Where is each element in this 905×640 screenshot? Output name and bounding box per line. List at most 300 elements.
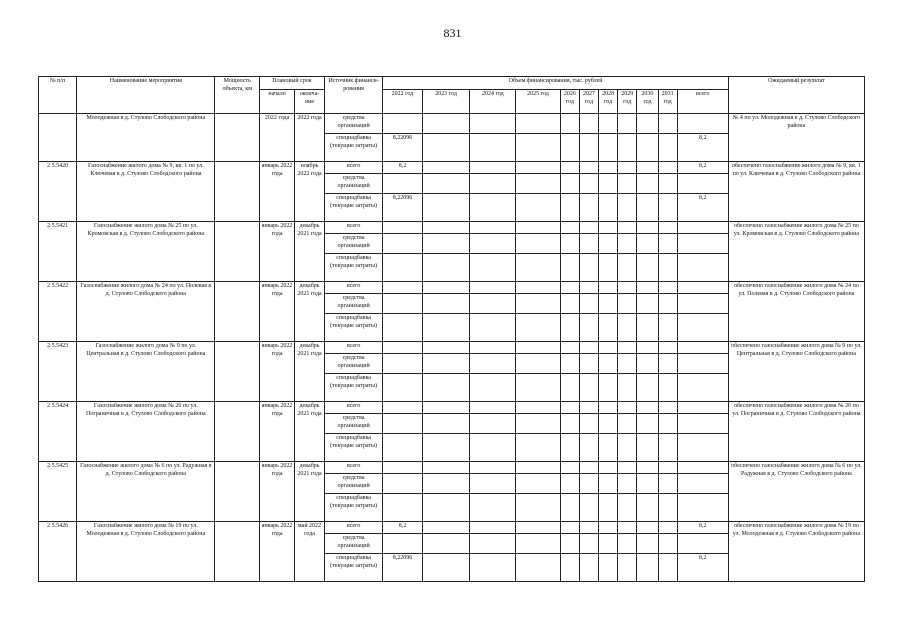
header-year: 2029 год <box>618 90 637 114</box>
cell-year <box>560 254 579 282</box>
cell-year <box>470 342 516 354</box>
cell-year <box>658 174 677 194</box>
cell-year <box>658 402 677 414</box>
cell-year <box>618 522 637 534</box>
cell-year <box>560 174 579 194</box>
cell-year <box>658 494 677 522</box>
cell-result: № 4 по ул. Молодежная в д. Стулово Слободского района <box>728 114 864 162</box>
cell-year <box>422 194 470 222</box>
cell-end: 2022 года <box>295 114 325 162</box>
cell-year <box>516 554 561 582</box>
cell-num: 2.5.5421 <box>39 222 77 282</box>
cell-capacity <box>215 342 260 402</box>
cell-year <box>599 402 618 414</box>
cell-year <box>516 414 561 434</box>
header-start: начало <box>260 90 295 114</box>
cell-year <box>560 134 579 162</box>
cell-source: спецнадбавка (текущие затраты) <box>324 374 382 402</box>
cell-source: всего <box>324 342 382 354</box>
cell-year <box>658 314 677 342</box>
cell-year <box>560 114 579 134</box>
cell-year <box>599 342 618 354</box>
cell-year <box>637 554 658 582</box>
cell-year <box>470 134 516 162</box>
cell-capacity <box>215 522 260 582</box>
cell-source: спецнадбавка (текущие затраты) <box>324 254 382 282</box>
cell-year <box>560 414 579 434</box>
cell-source: средства организаций <box>324 354 382 374</box>
cell-total <box>677 374 728 402</box>
cell-year <box>422 314 470 342</box>
cell-year <box>579 162 598 174</box>
cell-year <box>422 234 470 254</box>
cell-year <box>422 134 470 162</box>
cell-year <box>579 534 598 554</box>
cell-year <box>470 222 516 234</box>
header-source: Источник финанси-рования <box>324 77 382 114</box>
cell-source: всего <box>324 222 382 234</box>
cell-capacity <box>215 282 260 342</box>
cell-end: ноябрь 2022 года <box>295 162 325 222</box>
cell-year <box>579 522 598 534</box>
cell-total <box>677 354 728 374</box>
cell-year <box>618 434 637 462</box>
cell-capacity <box>215 222 260 282</box>
table-row <box>39 342 865 354</box>
cell-year <box>470 354 516 374</box>
cell-year <box>516 234 561 254</box>
cell-year <box>579 434 598 462</box>
cell-year <box>618 414 637 434</box>
cell-year <box>579 254 598 282</box>
cell-year <box>599 162 618 174</box>
cell-year-2022 <box>383 462 422 474</box>
cell-year <box>658 534 677 554</box>
cell-year <box>618 174 637 194</box>
cell-name: Молодежная в д. Стулово Слободского района <box>77 114 215 162</box>
page-number: 831 <box>443 26 462 40</box>
cell-name: Газоснабжение жилого дома № 9, кв. 1 по ул. Ключевая в д. Стулово Слободского района <box>77 162 215 222</box>
header-year: 2030 год <box>637 90 658 114</box>
cell-capacity <box>215 114 260 162</box>
cell-year <box>637 222 658 234</box>
cell-total <box>677 534 728 554</box>
cell-year <box>516 474 561 494</box>
cell-year <box>516 294 561 314</box>
cell-year <box>470 534 516 554</box>
cell-year <box>637 234 658 254</box>
header-year: 2024 год <box>470 90 516 114</box>
cell-year <box>579 314 598 342</box>
cell-year <box>516 282 561 294</box>
cell-year <box>516 462 561 474</box>
cell-year <box>560 354 579 374</box>
cell-start: январь 2022 года <box>260 222 295 282</box>
cell-year <box>658 354 677 374</box>
cell-year <box>599 254 618 282</box>
cell-result: обеспечено газоснабжение жилого дома № 25 по ул. Кромовская в д. Стулово Слободского района <box>728 222 864 282</box>
cell-year <box>422 374 470 402</box>
table-body <box>39 114 865 582</box>
cell-source: всего <box>324 522 382 534</box>
cell-year <box>579 414 598 434</box>
cell-num: 2.5.5423 <box>39 342 77 402</box>
cell-year <box>579 114 598 134</box>
cell-year-2022: 8,22096 <box>383 134 422 162</box>
cell-year <box>579 374 598 402</box>
cell-year-2022 <box>383 434 422 462</box>
cell-name: Газоснабжение жилого дома № 24 по ул. Полевая в д. Стулово Слободского района <box>77 282 215 342</box>
cell-year <box>579 134 598 162</box>
cell-year <box>422 222 470 234</box>
cell-total: 8,2 <box>677 194 728 222</box>
cell-year <box>637 402 658 414</box>
cell-year <box>422 114 470 134</box>
cell-year <box>618 342 637 354</box>
cell-year <box>599 174 618 194</box>
cell-year <box>560 282 579 294</box>
cell-year <box>618 354 637 374</box>
cell-year <box>637 374 658 402</box>
cell-year <box>470 194 516 222</box>
cell-year <box>470 254 516 282</box>
cell-year <box>560 314 579 342</box>
cell-year <box>637 342 658 354</box>
cell-end: декабрь 2021 года <box>295 402 325 462</box>
cell-year <box>422 534 470 554</box>
cell-total <box>677 462 728 474</box>
cell-year <box>560 222 579 234</box>
cell-year <box>599 282 618 294</box>
cell-name: Газоснабжение жилого дома № 20 по ул. Пограничная в д. Стулово Слободского района <box>77 402 215 462</box>
cell-year <box>658 254 677 282</box>
cell-year-2022 <box>383 114 422 134</box>
cell-year <box>516 222 561 234</box>
cell-source: спецнадбавка (текущие затраты) <box>324 134 382 162</box>
cell-year <box>599 314 618 342</box>
cell-year <box>579 354 598 374</box>
cell-total <box>677 314 728 342</box>
cell-start: январь 2022 года <box>260 462 295 522</box>
cell-year <box>637 462 658 474</box>
cell-source: спецнадбавка (текущие затраты) <box>324 554 382 582</box>
cell-year-2022 <box>383 342 422 354</box>
cell-total <box>677 294 728 314</box>
cell-year <box>658 474 677 494</box>
cell-year <box>470 162 516 174</box>
cell-year <box>579 234 598 254</box>
cell-year <box>599 222 618 234</box>
cell-year <box>422 434 470 462</box>
cell-year <box>560 462 579 474</box>
header-year: 2025 год <box>516 90 561 114</box>
cell-year <box>470 374 516 402</box>
cell-year <box>658 434 677 462</box>
cell-year <box>470 234 516 254</box>
cell-year <box>560 474 579 494</box>
cell-year <box>560 234 579 254</box>
header-year: 2026 год <box>560 90 579 114</box>
cell-year-2022: 8,22096 <box>383 194 422 222</box>
cell-year <box>599 414 618 434</box>
cell-year <box>516 194 561 222</box>
cell-year <box>560 402 579 414</box>
cell-year-2022 <box>383 474 422 494</box>
cell-source: спецнадбавка (текущие затраты) <box>324 494 382 522</box>
cell-year <box>516 314 561 342</box>
cell-year-2022 <box>383 282 422 294</box>
cell-year <box>516 434 561 462</box>
cell-total <box>677 114 728 134</box>
cell-year <box>658 134 677 162</box>
cell-year <box>637 194 658 222</box>
header-year: 2023 год <box>422 90 470 114</box>
cell-total <box>677 434 728 462</box>
cell-total <box>677 342 728 354</box>
cell-name: Газоснабжение жилого дома № 19 по ул. Молодежная в д. Стулово Слободского района <box>77 522 215 582</box>
cell-year <box>516 134 561 162</box>
cell-year <box>599 534 618 554</box>
cell-num: 2.5.5426 <box>39 522 77 582</box>
cell-year <box>579 294 598 314</box>
cell-result: обеспечено газоснабжение жилого дома № 19 по ул. Молодежная в д. Стулово Слободского района <box>728 522 864 582</box>
cell-year <box>618 282 637 294</box>
table-row <box>39 222 865 234</box>
cell-year <box>637 434 658 462</box>
cell-year <box>579 462 598 474</box>
cell-year <box>579 282 598 294</box>
cell-result: обеспечено газоснабжение жилого дома № 20 по ул. Пограничная в д. Стулово Слободского района <box>728 402 864 462</box>
cell-year <box>560 162 579 174</box>
cell-year <box>599 234 618 254</box>
cell-year <box>422 554 470 582</box>
cell-end: декабрь 2021 года <box>295 282 325 342</box>
cell-year <box>579 494 598 522</box>
cell-year <box>470 282 516 294</box>
cell-year <box>658 342 677 354</box>
cell-year <box>560 534 579 554</box>
cell-result: обеспечено газоснабжение жилого дома № 24 по ул. Полевая в д. Стулово Слободского района <box>728 282 864 342</box>
cell-year <box>618 402 637 414</box>
cell-year <box>560 294 579 314</box>
table-row <box>39 462 865 474</box>
cell-start: январь 2022 года <box>260 402 295 462</box>
cell-year <box>470 494 516 522</box>
cell-year-2022: 8,2 <box>383 522 422 534</box>
cell-total <box>677 174 728 194</box>
table-header <box>39 77 865 114</box>
header-capacity: Мощность объекта, км <box>215 77 260 114</box>
cell-year <box>560 342 579 354</box>
cell-year <box>637 314 658 342</box>
cell-year <box>618 462 637 474</box>
cell-year <box>599 462 618 474</box>
cell-year <box>422 522 470 534</box>
cell-year-2022 <box>383 174 422 194</box>
cell-year <box>470 174 516 194</box>
cell-year-2022 <box>383 374 422 402</box>
cell-year <box>516 402 561 414</box>
table-row <box>39 522 865 534</box>
cell-year-2022 <box>383 254 422 282</box>
cell-year <box>516 494 561 522</box>
cell-source: всего <box>324 402 382 414</box>
cell-year <box>560 194 579 222</box>
cell-year <box>579 342 598 354</box>
cell-end: декабрь 2021 года <box>295 222 325 282</box>
cell-num: 2.5.5420 <box>39 162 77 222</box>
cell-year <box>637 254 658 282</box>
cell-capacity <box>215 162 260 222</box>
table-row <box>39 282 865 294</box>
cell-year <box>658 462 677 474</box>
cell-year <box>422 402 470 414</box>
cell-capacity <box>215 462 260 522</box>
cell-year <box>637 174 658 194</box>
cell-year <box>618 314 637 342</box>
cell-year <box>470 314 516 342</box>
cell-source: средства организаций <box>324 294 382 314</box>
cell-year <box>637 294 658 314</box>
cell-year-2022 <box>383 534 422 554</box>
cell-year <box>560 374 579 402</box>
header-num: № п/п <box>39 77 77 114</box>
cell-year <box>470 554 516 582</box>
cell-year-2022 <box>383 314 422 342</box>
cell-year <box>637 414 658 434</box>
cell-year <box>560 434 579 462</box>
cell-year <box>579 222 598 234</box>
header-end: оконча-ние <box>295 90 325 114</box>
cell-year <box>658 294 677 314</box>
cell-year <box>579 194 598 222</box>
cell-source: всего <box>324 162 382 174</box>
cell-source: средства организаций <box>324 474 382 494</box>
cell-year <box>560 494 579 522</box>
cell-start: январь 2022 года <box>260 282 295 342</box>
cell-year <box>658 522 677 534</box>
cell-year-2022 <box>383 354 422 374</box>
header-result: Ожидаемый результат <box>728 77 864 114</box>
cell-total <box>677 494 728 522</box>
cell-year <box>618 474 637 494</box>
header-period: Плановый срок <box>260 77 325 90</box>
cell-year <box>618 134 637 162</box>
header-year: 2028 год <box>599 90 618 114</box>
cell-year <box>637 354 658 374</box>
cell-year <box>599 554 618 582</box>
cell-total <box>677 414 728 434</box>
cell-end: декабрь 2021 года <box>295 462 325 522</box>
cell-year <box>422 294 470 314</box>
cell-source: средства организаций <box>324 234 382 254</box>
cell-year <box>470 114 516 134</box>
cell-year <box>516 354 561 374</box>
header-year: 2027 год <box>579 90 598 114</box>
cell-year <box>637 134 658 162</box>
cell-num <box>39 114 77 162</box>
cell-year <box>422 474 470 494</box>
cell-year <box>422 162 470 174</box>
cell-year <box>470 414 516 434</box>
header-volume: Объем финансирования, тыс. рублей <box>383 77 728 90</box>
cell-year <box>516 254 561 282</box>
cell-year-2022 <box>383 222 422 234</box>
cell-year <box>470 294 516 314</box>
cell-year <box>516 374 561 402</box>
cell-total: 8,2 <box>677 162 728 174</box>
cell-year <box>637 282 658 294</box>
cell-name: Газоснабжение жилого дома № 25 по ул. Кромовская в д. Стулово Слободского района <box>77 222 215 282</box>
cell-total <box>677 402 728 414</box>
cell-name: Газоснабжение жилого дома № 6 по ул. Радужная в д. Стулово Слободского района <box>77 462 215 522</box>
cell-total <box>677 254 728 282</box>
cell-year <box>422 354 470 374</box>
cell-year <box>579 174 598 194</box>
cell-year <box>422 282 470 294</box>
cell-result: обеспечено газоснабжение жилого дома № 6 по ул. Радужная в д. Стулово Слободского района <box>728 462 864 522</box>
header-total: всего <box>677 90 728 114</box>
cell-total <box>677 234 728 254</box>
cell-year-2022 <box>383 402 422 414</box>
cell-year-2022: 8,22096 <box>383 554 422 582</box>
cell-year <box>637 114 658 134</box>
cell-year <box>618 234 637 254</box>
cell-year <box>579 474 598 494</box>
cell-year <box>637 522 658 534</box>
cell-total <box>677 282 728 294</box>
cell-year <box>658 162 677 174</box>
cell-start: январь 2022 года <box>260 162 295 222</box>
cell-end: май 2022 года <box>295 522 325 582</box>
cell-year <box>599 114 618 134</box>
cell-year <box>658 234 677 254</box>
cell-year <box>579 554 598 582</box>
cell-year <box>658 554 677 582</box>
cell-source: всего <box>324 462 382 474</box>
cell-source: средства организаций <box>324 414 382 434</box>
cell-year-2022 <box>383 234 422 254</box>
cell-year <box>422 494 470 522</box>
cell-year <box>637 474 658 494</box>
cell-year <box>599 434 618 462</box>
cell-year <box>599 294 618 314</box>
cell-source: спецнадбавка (текущие затраты) <box>324 434 382 462</box>
cell-total: 8,2 <box>677 522 728 534</box>
cell-year <box>516 522 561 534</box>
cell-year <box>658 114 677 134</box>
cell-start: январь 2022 года <box>260 522 295 582</box>
cell-year-2022 <box>383 414 422 434</box>
cell-name: Газоснабжение жилого дома № 9 по ул. Центральная в д. Стулово Слободского района <box>77 342 215 402</box>
cell-year <box>599 134 618 162</box>
cell-result: обеспечено газоснабжение жилого дома № 9, кв. 1 по ул. Ключевая в д. Стулово Слободского района <box>728 162 864 222</box>
cell-year <box>599 474 618 494</box>
cell-year <box>637 494 658 522</box>
cell-year <box>599 494 618 522</box>
cell-year <box>618 162 637 174</box>
cell-year <box>516 342 561 354</box>
cell-result: обеспечено газоснабжение жилого дома № 9 по ул. Центральная в д. Стулово Слободского района <box>728 342 864 402</box>
cell-total <box>677 222 728 234</box>
cell-year <box>516 534 561 554</box>
cell-year <box>422 414 470 434</box>
cell-year <box>560 522 579 534</box>
cell-year <box>658 414 677 434</box>
cell-year-2022 <box>383 294 422 314</box>
header-year: 2031 год <box>658 90 677 114</box>
cell-year <box>599 522 618 534</box>
